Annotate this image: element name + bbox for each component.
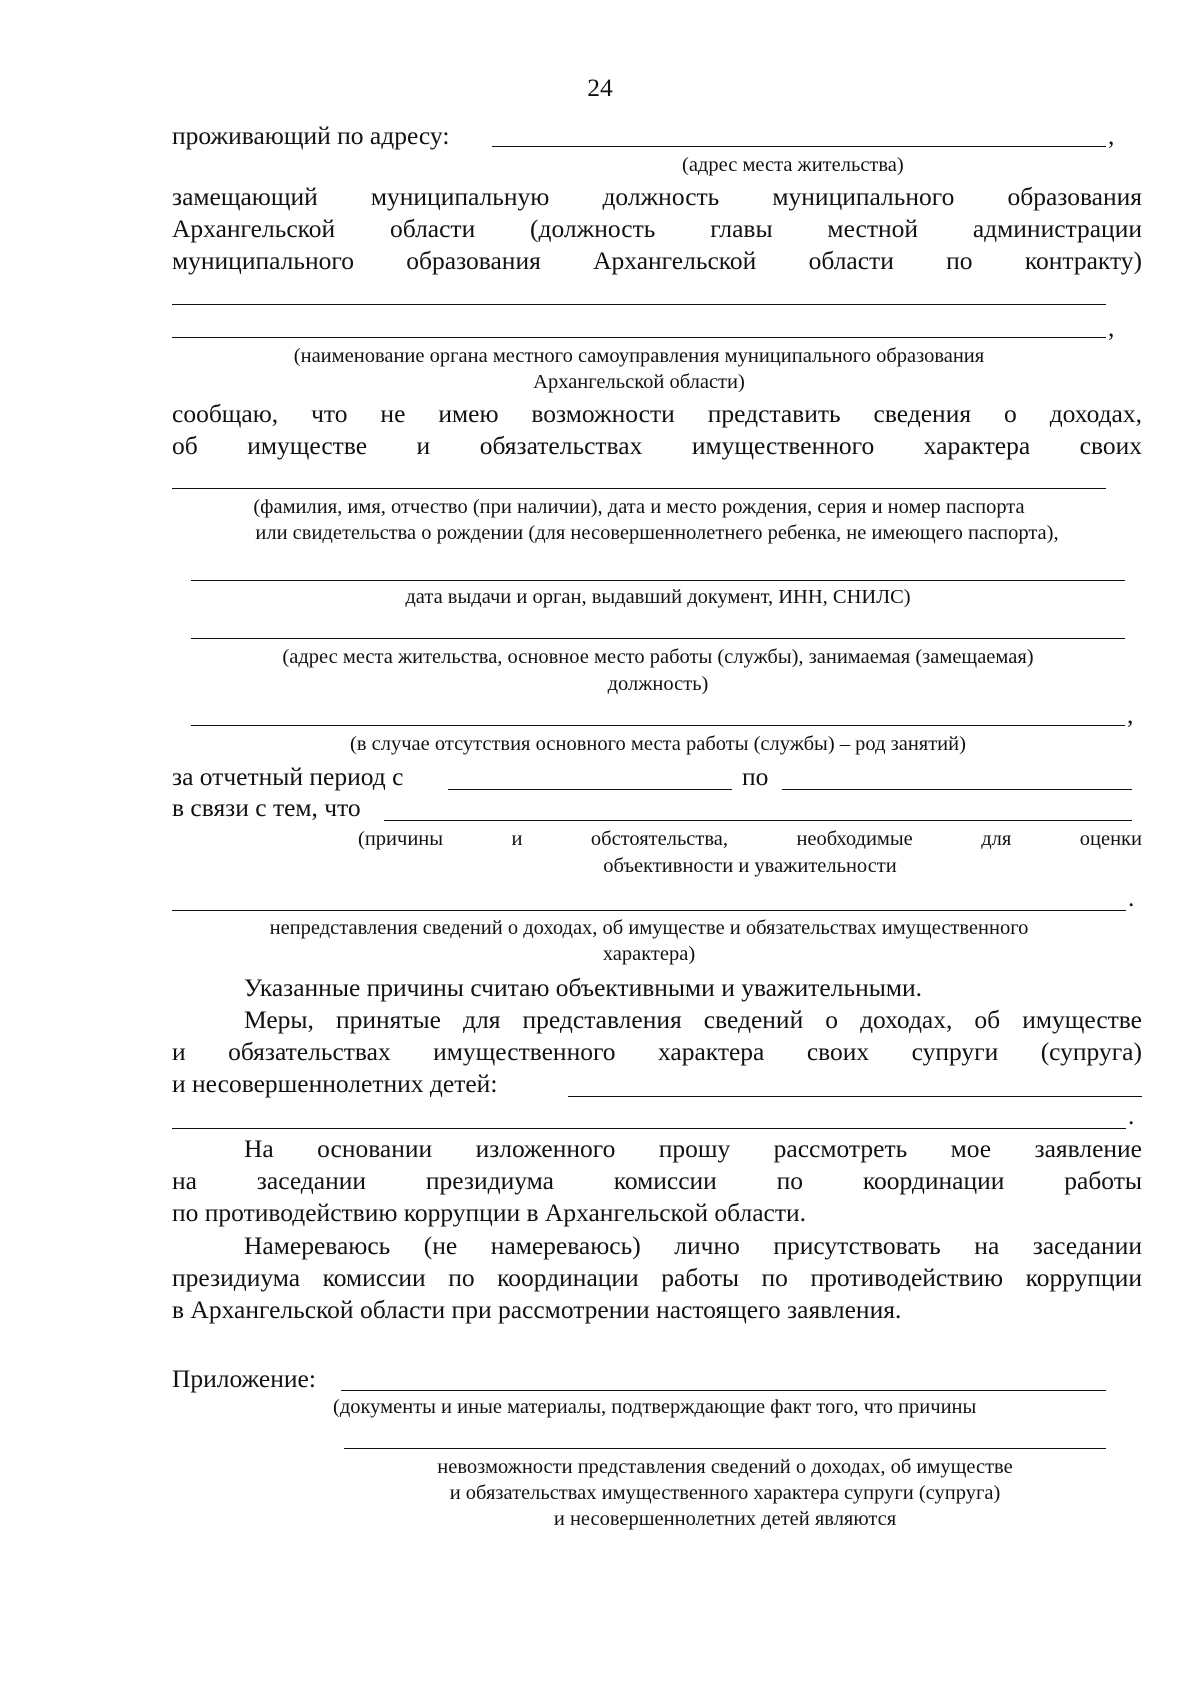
position-line-2: Архангельской области (должность главы местной администрации <box>172 214 1142 243</box>
reason-caption-1: (причины и обстоятельства, необходимые для оценки <box>358 828 1142 850</box>
person-blank-line[interactable] <box>172 488 1106 489</box>
reason-blank-line-1[interactable] <box>384 820 1132 821</box>
attachment-caption-2: невозможности представления сведений о доходах, об имуществе <box>437 1456 1013 1478</box>
person-caption-2: или свидетельства о рождении (для несовершеннолетнего ребенка, не имеющего паспорта), <box>255 522 1059 544</box>
nonsubmission-caption-1: непредставления сведений о доходах, об имуществе и обязательствах имущественного <box>269 917 1029 939</box>
attendance-line-1: Намереваюсь (не намереваюсь) лично присутствовать на заседании <box>244 1231 1142 1260</box>
attachment-blank-line-1[interactable] <box>341 1390 1106 1391</box>
document-blank-line[interactable] <box>191 580 1125 581</box>
period-from-field[interactable] <box>448 789 732 790</box>
reason-blank-line-2[interactable] <box>172 910 1126 911</box>
attachment-label: Приложение: <box>172 1364 316 1393</box>
person-caption-1: (фамилия, имя, отчество (при наличии), дата и место рождения, серия и номер паспорта <box>253 496 1025 518</box>
position-line-1: замещающий муниципальную должность муниципального образования <box>172 182 1142 211</box>
request-line-2: на заседании президиума комиссии по координации работы <box>172 1166 1142 1195</box>
measures-line-2: и обязательствах имущественного характера своих супруги (супруга) <box>172 1037 1142 1066</box>
request-line-1: На основании изложенного прошу рассмотреть мое заявление <box>244 1134 1142 1163</box>
period-to-field[interactable] <box>782 789 1132 790</box>
attachment-caption-4: и несовершеннолетних детей являются <box>553 1508 897 1530</box>
address-blank-line[interactable] <box>492 146 1106 147</box>
attachment-caption-3: и обязательствах имущественного характера супруги (супруга) <box>449 1482 1001 1504</box>
residence-caption-1: (адрес места жительства, основное место работы (службы), занимаемая (замещаемая) <box>282 646 1034 668</box>
measures-blank-line-1[interactable] <box>568 1096 1142 1097</box>
position-line-3: муниципального образования Архангельской области по контракту) <box>172 246 1142 275</box>
address-caption: (адрес места жительства) <box>682 154 904 176</box>
org-comma: , <box>1108 313 1115 342</box>
attachment-caption-1: (документы и иные материалы, подтверждающие факт того, что причины <box>333 1396 977 1418</box>
reason-period: . <box>1128 883 1135 912</box>
measures-blank-line-2[interactable] <box>172 1128 1126 1129</box>
measures-period: . <box>1128 1101 1135 1130</box>
measures-line-3: и несовершеннолетних детей: <box>172 1069 498 1098</box>
report-line-1: сообщаю, что не имею возможности представить сведения о доходах, <box>172 399 1142 428</box>
page-number: 24 <box>587 73 613 102</box>
request-line-3: по противодействию коррупции в Архангельской области. <box>172 1198 807 1227</box>
reasons-valid-text: Указанные причины считаю объективными и уважительными. <box>244 973 923 1002</box>
occupation-caption: (в случае отсутствия основного места работы (службы) – род занятий) <box>350 733 966 755</box>
attendance-line-2: президиума комиссии по координации работы по противодействию коррупции <box>172 1263 1142 1292</box>
residence-caption-2: должность) <box>607 673 709 695</box>
measures-line-1: Меры, принятые для представления сведений о доходах, об имуществе <box>244 1005 1142 1034</box>
document-caption: дата выдачи и орган, выдавший документ, ИНН, СНИЛС) <box>405 586 911 608</box>
org-caption-1: (наименование органа местного самоуправления муниципального образования <box>293 345 985 367</box>
period-label: за отчетный период с <box>172 762 404 791</box>
report-line-2: об имуществе и обязательствах имущественного характера своих <box>172 431 1142 460</box>
reason-label: в связи с тем, что <box>172 793 361 822</box>
period-to-label: по <box>742 762 769 791</box>
nonsubmission-caption-2: характера) <box>602 943 696 965</box>
org-blank-line-2[interactable] <box>172 337 1106 338</box>
address-label: проживающий по адресу: <box>172 121 450 150</box>
reason-caption-2: объективности и уважительности <box>603 855 897 877</box>
residence-blank-line[interactable] <box>191 638 1125 639</box>
org-blank-line-1[interactable] <box>172 304 1106 305</box>
attendance-line-3: в Архангельской области при рассмотрении настоящего заявления. <box>172 1295 902 1324</box>
attachment-blank-line-2[interactable] <box>344 1448 1106 1449</box>
occupation-comma: , <box>1127 700 1134 729</box>
occupation-blank-line[interactable] <box>191 725 1125 726</box>
org-caption-2: Архангельской области) <box>533 371 745 393</box>
address-comma: , <box>1108 121 1115 150</box>
